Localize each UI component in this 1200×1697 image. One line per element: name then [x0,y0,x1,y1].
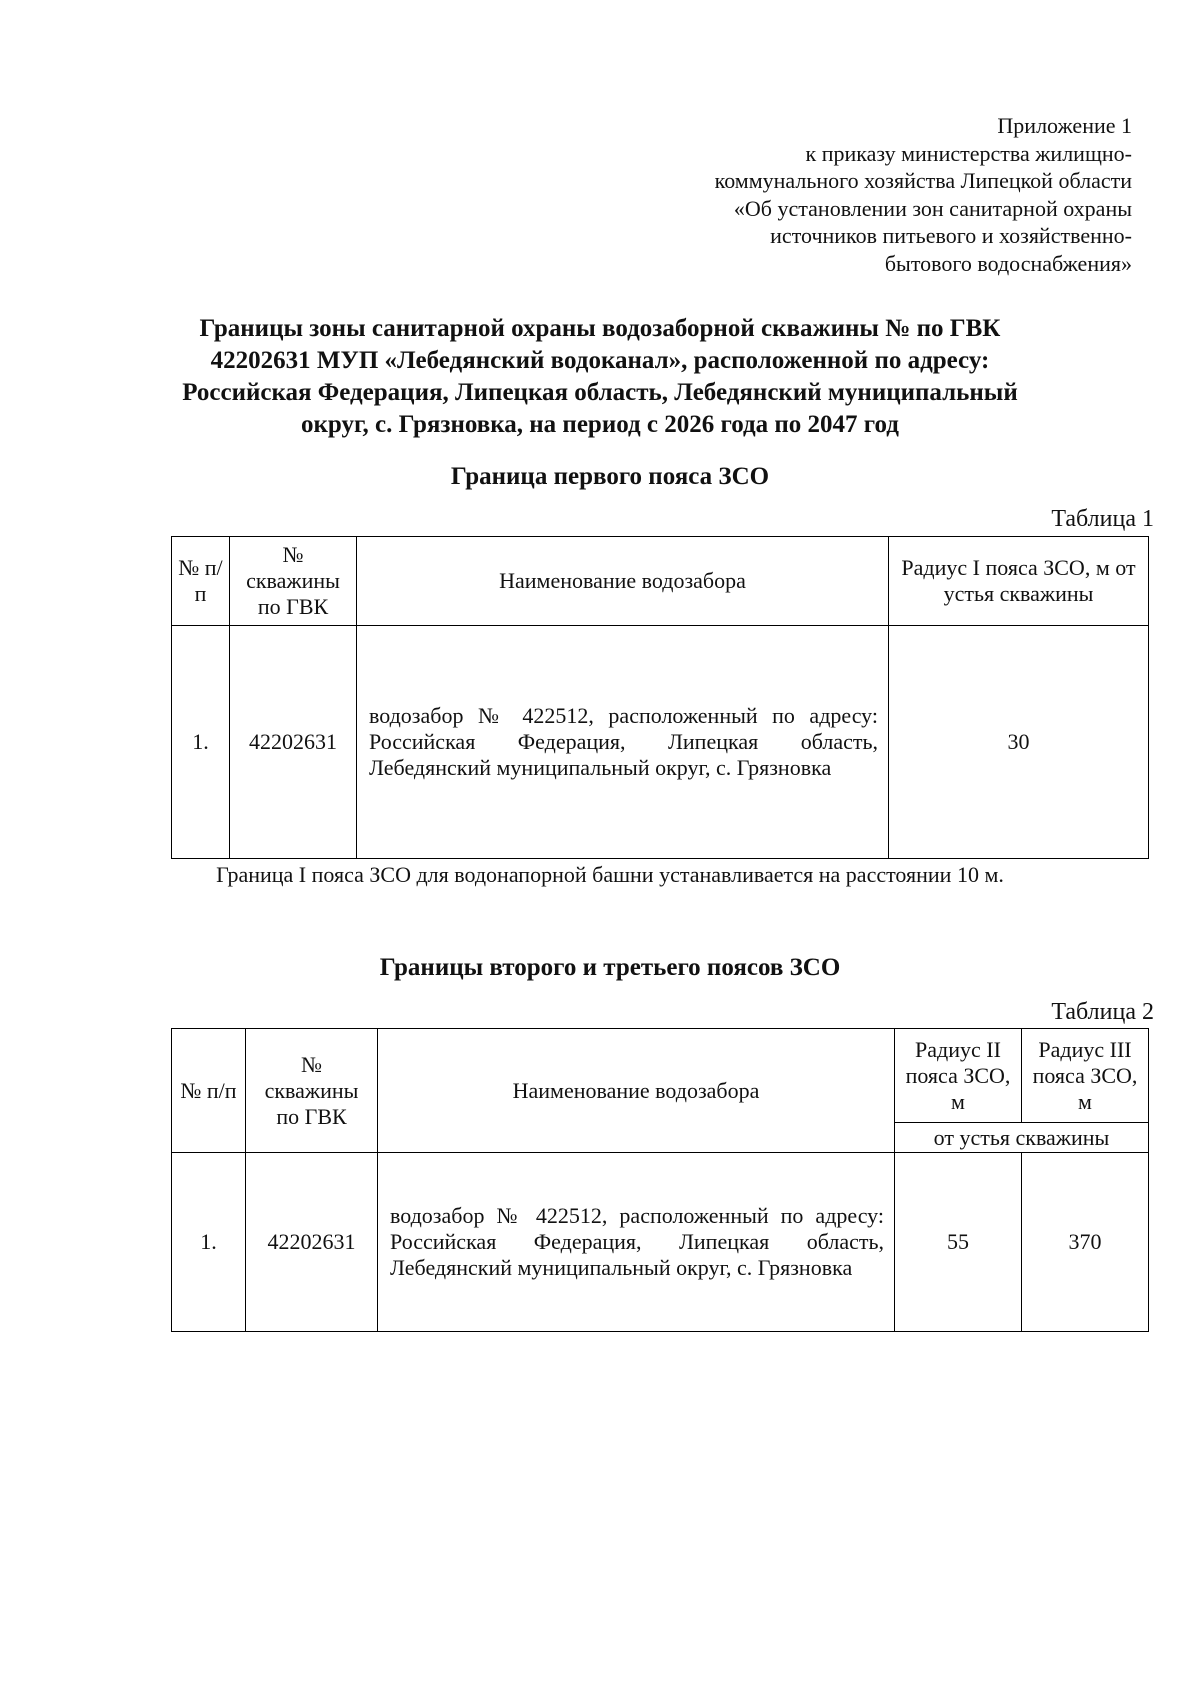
appendix-line: «Об установлении зон санитарной охраны [733,195,1132,221]
cell-num: 1. [172,626,230,859]
header-name: Наименование водозабора [378,1029,895,1153]
document-title [160,313,1040,441]
cell-name: водозабор № 422512, расположенный по адресу: Российская Федерация, Липецкая область, Лебедянский муниципальный округ, с. Грязновка [357,626,889,859]
header-num: № п/п [172,537,230,626]
table-2 [171,1028,1149,1332]
appendix-line: к приказу министерства жилищно- [805,140,1132,166]
table1-label: Таблица 1 [1051,506,1154,532]
title-line: округ, с. Грязновка, на период с 2026 года по 2047 год [301,411,899,438]
header-radius: Радиус I пояса ЗСО, м от устья скважины [889,537,1149,626]
appendix-line: источников питьевого и хозяйственно- [770,223,1132,249]
cell-radius: 30 [889,626,1149,859]
section1-heading: Граница первого пояса ЗСО [450,463,770,490]
cell-radius3: 370 [1022,1153,1149,1332]
table2-label: Таблица 2 [1051,999,1154,1025]
cell-num: 1. [172,1153,246,1332]
appendix-line: коммунального хозяйства Липецкой области [714,168,1132,194]
table-header-row [172,537,1149,626]
title-line: Границы зоны санитарной охраны водозаборной скважины № по ГВК [199,315,1001,342]
cell-name: водозабор № 422512, расположенный по адресу: Российская Федерация, Липецкая область, Лебедянский муниципальный округ, с. Грязновка [378,1153,895,1332]
header-num: № п/п [172,1029,246,1153]
cell-radius2: 55 [895,1153,1022,1332]
cell-well: 42202631 [230,626,357,859]
cell-well: 42202631 [246,1153,378,1332]
table1-note: Граница I пояса ЗСО для водонапорной башни устанавливается на расстоянии 10 м. [216,862,1004,887]
header-well: № скважины по ГВК [246,1029,378,1153]
title-line: Российская Федерация, Липецкая область, Лебедянский муниципальный [182,379,1018,406]
appendix-line: бытового водоснабжения» [884,250,1132,276]
appendix-block [715,112,1132,278]
table-header-row [172,1029,1149,1123]
appendix-line: Приложение 1 [997,113,1132,138]
table-row [172,626,1149,859]
header-radius3: Радиус III пояса ЗСО, м [1022,1029,1149,1123]
header-name: Наименование водозабора [357,537,889,626]
header-from-wellhead: от устья скважины [895,1123,1149,1153]
table-row [172,1153,1149,1332]
header-radius2: Радиус II пояса ЗСО, м [895,1029,1022,1123]
title-line: 42202631 МУП «Лебедянский водоканал», расположенной по адресу: [210,347,990,374]
header-well: № скважины по ГВК [230,537,357,626]
section2-heading: Границы второго и третьего поясов ЗСО [379,954,841,981]
table-1 [171,536,1149,859]
